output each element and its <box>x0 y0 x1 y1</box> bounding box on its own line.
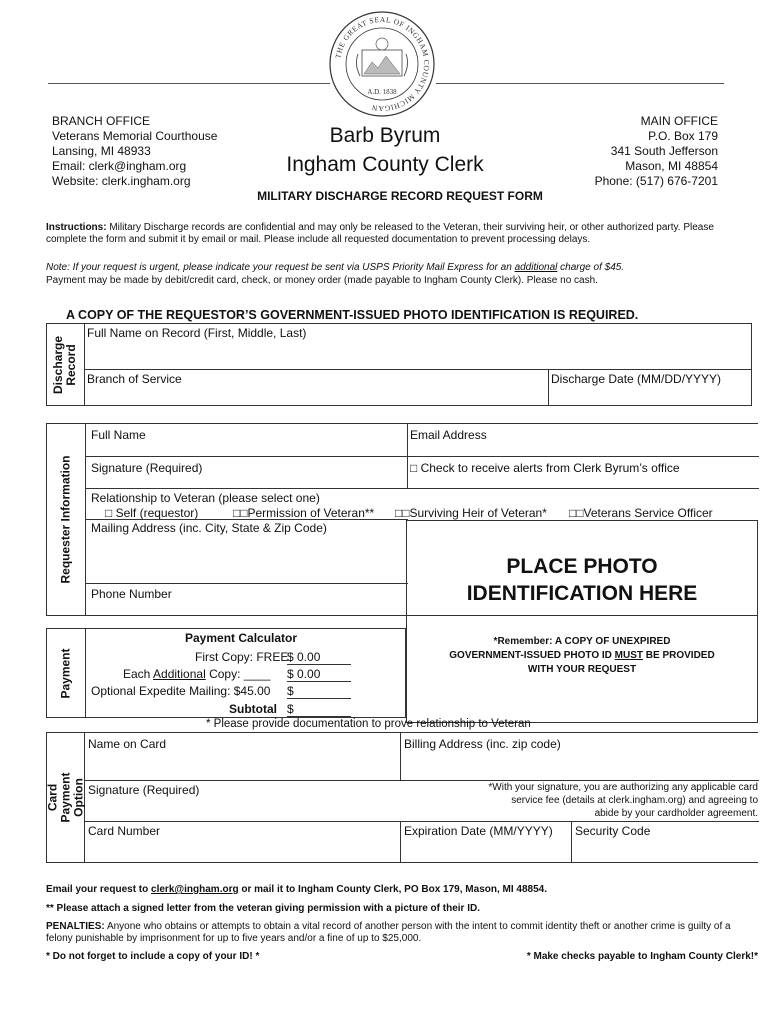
payment-calculator-title: Payment Calculator <box>185 631 298 645</box>
branch-office-website: Website: clerk.ingham.org <box>52 174 191 188</box>
mailing-address-field[interactable]: Mailing Address (inc. City, State & Zip Code) <box>91 521 327 535</box>
urgent-note-post: charge of $45. <box>557 262 625 273</box>
photo-remember2 <box>407 649 757 663</box>
card-auth-line2: service fee (details at clerk.ingham.org) and agreeing to <box>511 795 758 806</box>
additional-copy-post: Copy: ____ <box>205 667 271 681</box>
branch-office-block <box>52 114 217 189</box>
instructions <box>46 222 726 246</box>
clerk-office: Ingham County Clerk <box>286 153 484 176</box>
main-office-block <box>595 114 718 189</box>
card-side-label <box>47 733 84 862</box>
discharge-date-field[interactable]: Discharge Date (MM/DD/YYYY) <box>551 372 722 386</box>
option-permission-checkbox[interactable]: □□Permission of Veteran** <box>233 506 375 520</box>
expiration-date-field[interactable]: Expiration Date (MM/YYYY) <box>404 824 553 838</box>
main-office-street: 341 South Jefferson <box>610 144 718 158</box>
branch-of-service-field[interactable]: Branch of Service <box>87 372 182 386</box>
branch-office-address2: Lansing, MI 48933 <box>52 144 151 158</box>
instructions-text: Military Discharge records are confidential and may only be released to the Veteran, their surviving heir, or other authorized party. Please complete the form and submit it by email or mail. Please include all requested documentation to prevent processing delays. <box>46 222 714 245</box>
expedite-label: Optional Expedite Mailing: $45.00 <box>91 684 271 698</box>
footer-attach-line: ** Please attach a signed letter from the veteran giving permission with a picture of their ID. <box>46 903 480 914</box>
security-code-field[interactable]: Security Code <box>575 824 651 838</box>
photo-line2: IDENTIFICATION HERE <box>466 582 698 605</box>
first-copy-label: First Copy: FREE <box>195 650 289 664</box>
divider <box>548 369 549 405</box>
svg-text:A.D. 1838: A.D. 1838 <box>367 88 397 96</box>
divider <box>85 456 759 457</box>
phone-number-field[interactable]: Phone Number <box>91 587 172 601</box>
requester-email-field[interactable]: Email Address <box>410 428 487 442</box>
divider <box>84 821 759 822</box>
branch-office-email: Email: clerk@ingham.org <box>52 159 187 173</box>
payment-instructions: Payment may be made by debit/credit card, check, or money order (made payable to Ingham County Clerk). Please no cash. <box>46 275 598 286</box>
discharge-full-name-field[interactable]: Full Name on Record (First, Middle, Last) <box>87 326 307 340</box>
penalties-label: PENALTIES: <box>46 921 105 932</box>
documentation-note: * Please provide documentation to prove relationship to Veteran <box>206 718 531 730</box>
branch-office-title: BRANCH OFFICE <box>52 114 151 128</box>
option-surviving-heir-checkbox[interactable]: □□Surviving Heir of Veteran* <box>395 506 547 520</box>
main-office-phone: Phone: (517) 676-7201 <box>594 174 718 188</box>
card-number-field[interactable]: Card Number <box>88 824 161 838</box>
photo-remember1: *Remember: A COPY OF UNEXPIRED <box>493 636 671 647</box>
billing-address-field[interactable]: Billing Address (inc. zip code) <box>404 737 561 751</box>
main-office-po: P.O. Box 179 <box>648 129 718 143</box>
county-seal-logo <box>328 10 436 118</box>
header-rule-right <box>436 83 724 84</box>
additional-copy-u: Additional <box>153 667 206 681</box>
footer-email-pre: Email your request to <box>46 884 152 895</box>
divider <box>85 629 86 717</box>
main-office-title: MAIN OFFICE <box>640 114 718 128</box>
urgent-note <box>46 262 726 274</box>
clerk-name: Barb Byrum <box>329 124 441 147</box>
option-vso-checkbox[interactable]: □□Veterans Service Officer <box>569 506 713 520</box>
payment-section <box>46 628 406 718</box>
name-on-card-field[interactable]: Name on Card <box>88 737 167 751</box>
card-auth-line3: abide by your cardholder agreement. <box>594 808 758 819</box>
footer-email-link[interactable]: clerk@ingham.org <box>151 884 239 895</box>
photo-line1: PLACE PHOTO <box>506 555 658 578</box>
footer-email-post: or mail it to Ingham County Clerk, PO Box 179, Mason, MI 48854. <box>238 884 548 895</box>
divider <box>571 821 572 862</box>
first-copy-value[interactable]: $ 0.00 <box>287 650 351 665</box>
requester-full-name-field[interactable]: Full Name <box>91 428 146 442</box>
card-side-text: Card Payment Option <box>45 772 86 823</box>
card-auth-line1: *With your signature, you are authorizing any applicable card <box>488 782 758 793</box>
additional-copy-value[interactable]: $ 0.00 <box>287 667 351 682</box>
divider <box>84 324 85 405</box>
urgent-note-additional: additional <box>514 262 558 273</box>
payment-side-text: Payment <box>58 647 73 699</box>
divider <box>85 583 408 584</box>
photo-remember3: WITH YOUR REQUEST <box>527 664 637 675</box>
card-payment-section <box>46 732 758 863</box>
urgent-note-pre: Note: If your request is urgent, please indicate your request be sent via USPS Priority Mail Express for an <box>46 262 515 273</box>
footer-dont-forget: * Do not forget to include a copy of your ID! * <box>46 951 260 962</box>
divider <box>400 733 401 780</box>
payment-side-label <box>47 629 85 717</box>
divider <box>84 780 759 781</box>
additional-copy-pre: Each <box>123 667 154 681</box>
divider <box>85 488 759 489</box>
form-title: MILITARY DISCHARGE RECORD REQUEST FORM <box>257 189 543 203</box>
footer-email-line <box>46 884 547 896</box>
photo-remember2-must: MUST <box>614 650 644 661</box>
divider <box>84 369 751 370</box>
subtotal-label: Subtotal <box>229 702 277 716</box>
photo-id-required-heading: A COPY OF THE REQUESTOR’S GOVERNMENT-ISSUED PHOTO IDENTIFICATION IS REQUIRED. <box>66 308 639 322</box>
divider <box>85 519 408 520</box>
requester-side-label <box>47 424 85 615</box>
discharge-side-text: Discharge Record <box>51 335 79 394</box>
discharge-record-section <box>46 323 752 406</box>
discharge-side-label <box>47 324 84 405</box>
alerts-checkbox[interactable]: □ Check to receive alerts from Clerk Byrum’s office <box>410 461 680 475</box>
penalties-text: Anyone who obtains or attempts to obtain a vital record of another person with the intent to commit identity theft or another crime is guilty of a felony punishable by imprisonment for up to five years and/or a fine of up to $25,000. <box>46 921 731 944</box>
photo-remember2-post: BE PROVIDED <box>643 650 715 661</box>
divider <box>400 821 401 862</box>
svg-text:THE GREAT SEAL OF INGHAM COUNT: THE GREAT SEAL OF INGHAM COUNTY MICHIGAN <box>333 14 432 114</box>
additional-copy-label <box>123 667 270 681</box>
requester-signature-field[interactable]: Signature (Required) <box>91 461 203 475</box>
option-self-checkbox[interactable]: □ Self (requestor) <box>105 506 199 520</box>
instructions-label: Instructions: <box>46 222 107 233</box>
expedite-value[interactable]: $ <box>287 684 351 699</box>
footer-penalties <box>46 921 736 945</box>
relationship-label: Relationship to Veteran (please select one) <box>91 491 320 505</box>
photo-id-box <box>406 520 758 723</box>
footer-checks: * Make checks payable to Ingham County Clerk!* <box>526 951 758 962</box>
requester-side-text: Requester Information <box>58 455 73 584</box>
photo-remember2-pre: GOVERNMENT-ISSUED PHOTO ID <box>449 650 615 661</box>
subtotal-value[interactable]: $ <box>287 702 351 717</box>
header-rule-left <box>48 83 330 84</box>
main-office-city: Mason, MI 48854 <box>625 159 718 173</box>
branch-office-address1: Veterans Memorial Courthouse <box>52 129 218 143</box>
card-signature-field[interactable]: Signature (Required) <box>88 783 200 797</box>
